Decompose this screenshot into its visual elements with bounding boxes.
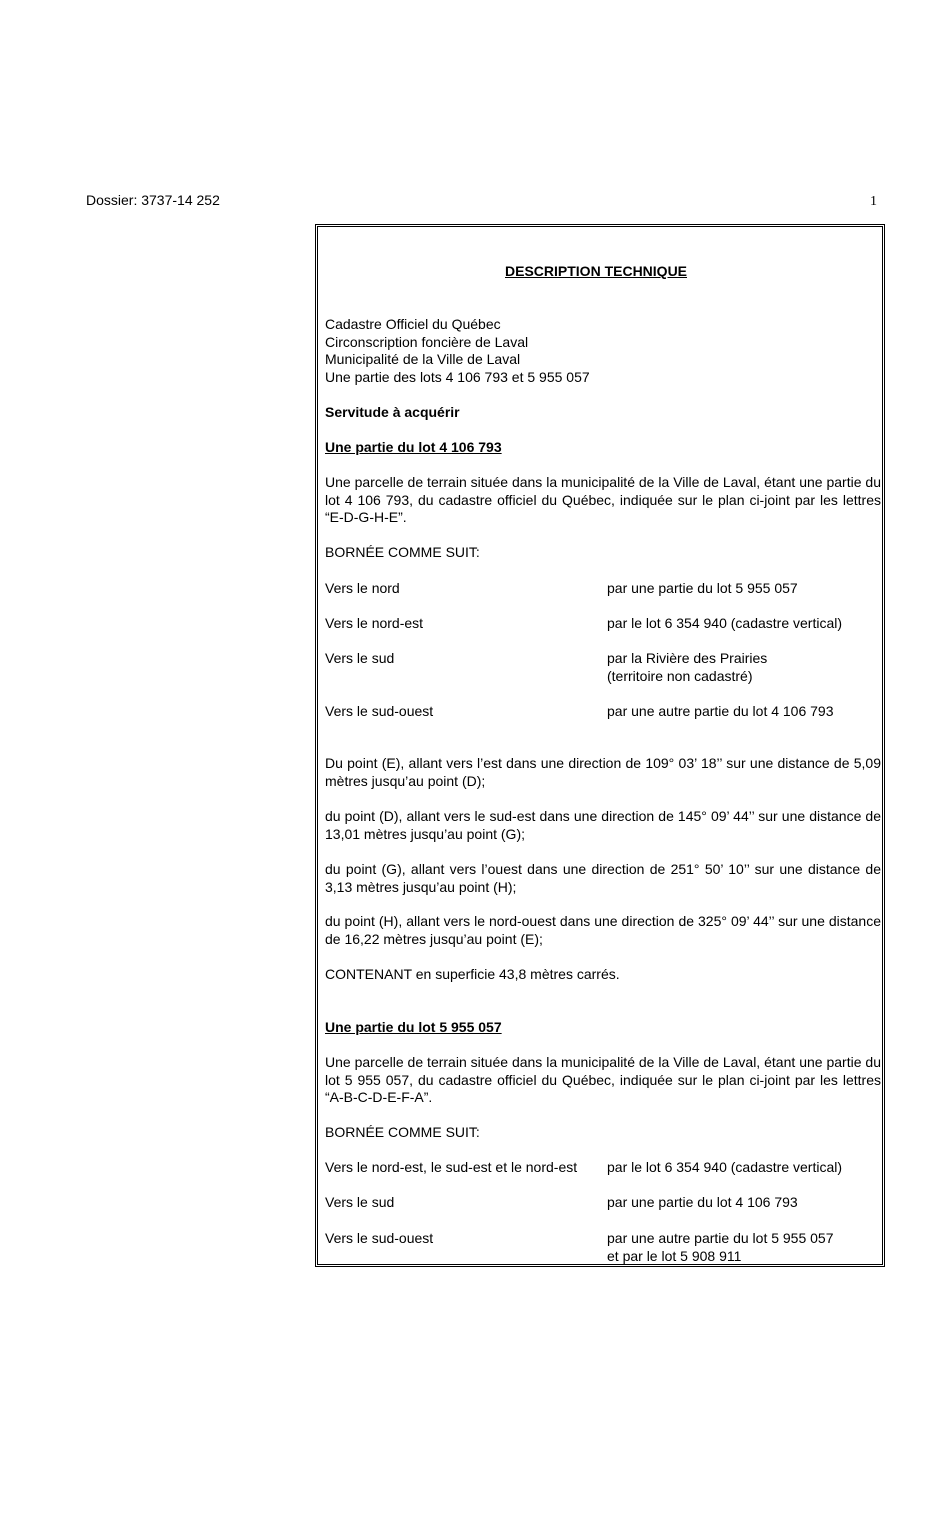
bound-direction: Vers le nord	[325, 580, 400, 596]
intro-line: Municipalité de la Ville de Laval	[325, 351, 521, 367]
intro-block	[325, 316, 881, 386]
bound-direction: Vers le sud-ouest	[325, 1230, 434, 1246]
bound-direction: Vers le nord-est	[325, 615, 424, 631]
bound-description	[607, 650, 767, 685]
section2-bornee: BORNÉE COMME SUIT:	[325, 1124, 480, 1140]
servitude-heading: Servitude à acquérir	[325, 404, 460, 420]
bound-description-line: par une autre partie du lot 5 955 057	[607, 1230, 834, 1246]
bound-description	[607, 1230, 834, 1265]
bound-description-line: (territoire non cadastré)	[607, 667, 753, 684]
document-title: DESCRIPTION TECHNIQUE	[505, 263, 688, 279]
bound-direction: Vers le sud	[325, 1194, 395, 1210]
bound-description: par le lot 6 354 940 (cadastre vertical)	[607, 615, 843, 631]
bound-description-line: et par le lot 5 908 911	[607, 1247, 742, 1264]
course-paragraph: du point (G), allant vers l’ouest dans une direction de 251° 50’ 10’’ sur une distance de 3,13 mètres jusqu’au point (H);	[325, 861, 881, 895]
section1-heading: Une partie du lot 4 106 793	[325, 439, 502, 455]
bound-description: par une partie du lot 5 955 057	[607, 580, 798, 596]
bound-description: par une partie du lot 4 106 793	[607, 1194, 798, 1210]
course-paragraph: du point (D), allant vers le sud-est dans une direction de 145° 09’ 44’’ sur une distance de 13,01 mètres jusqu’au point (G);	[325, 808, 881, 842]
dossier-number: Dossier: 3737-14 252	[86, 192, 220, 208]
intro-line: Circonscription foncière de Laval	[325, 333, 529, 350]
section1-paragraph: Une parcelle de terrain située dans la municipalité de la Ville de Laval, étant une partie du lot 4 106 793, du cadastre officiel du Québec, indiquée sur le plan ci-joint par les lettres “E-D-G-H-E”.	[325, 474, 881, 525]
course-paragraph: du point (H), allant vers le nord-ouest dans une direction de 325° 09’ 44’’ sur une distance de 16,22 mètres jusqu’au point (E);	[325, 913, 881, 947]
bound-direction: Vers le nord-est, le sud-est et le nord-est	[325, 1159, 578, 1175]
section2-paragraph: Une parcelle de terrain située dans la municipalité de la Ville de Laval, étant une partie du lot 5 955 057, du cadastre officiel du Québec, indiquée sur le plan ci-joint par les lettres “A-B-C-D-E-F-A”.	[325, 1054, 881, 1105]
intro-line: Cadastre Officiel du Québec	[325, 316, 501, 332]
section1-bornee: BORNÉE COMME SUIT:	[325, 544, 480, 560]
area-statement: CONTENANT en superficie 43,8 mètres carrés.	[325, 966, 620, 982]
intro-line: Une partie des lots 4 106 793 et 5 955 057	[325, 368, 590, 385]
bound-direction: Vers le sud-ouest	[325, 703, 434, 719]
bound-description: par le lot 6 354 940 (cadastre vertical)	[607, 1159, 843, 1175]
bound-description-line: par la Rivière des Prairies	[607, 650, 768, 666]
page-number: 1	[870, 194, 877, 209]
section2-heading: Une partie du lot 5 955 057	[325, 1019, 502, 1035]
bound-direction: Vers le sud	[325, 650, 395, 666]
course-paragraph: Du point (E), allant vers l’est dans une direction de 109° 03’ 18’’ sur une distance de 5,09 mètres jusqu’au point (D);	[325, 755, 881, 789]
bound-description: par une autre partie du lot 4 106 793	[607, 703, 834, 719]
